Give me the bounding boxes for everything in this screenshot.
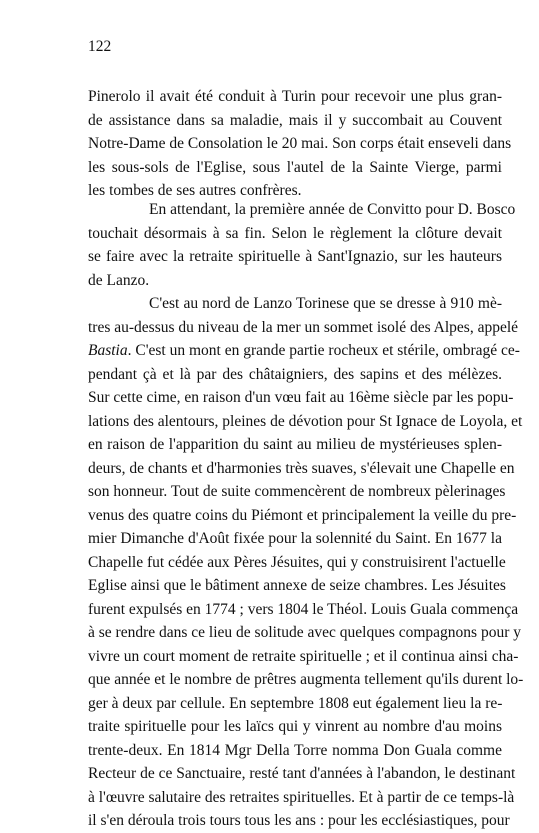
text-line: en raison de l'apparition du saint au milieu de mystérieuses splen- [88,436,502,453]
text-line: touchait désormais à sa fin. Selon le règlement la clôture devait [88,224,502,242]
text-line: trente-deux. En 1814 Mgr Della Torre nomma Don Guala comme [88,741,502,759]
text-line: se faire avec la retraite spirituelle à Sant'Ignazio, sur les hauteurs [88,248,502,265]
text-line: C'est au nord de Lanzo Torinese que se dresse à 910 mè- [149,295,502,312]
text-line: Notre-Dame de Consolation le 20 mai. Son corps était enseveli dans [88,135,512,152]
text-line: furent expulsés en 1774 ; vers 1804 le Théol. Louis Guala commença [88,600,519,618]
text-line: Sur cette cime, en raison d'un vœu fait au 16ème siècle par les popu- [88,389,514,406]
text-line: Chapelle fut cédée aux Pères Jésuites, qui y construisirent l'actuelle [88,553,506,571]
text-line: tres au-dessus du niveau de la mer un sommet isolé des Alpes, appelé [88,318,519,336]
text-line: lations des alentours, pleines de dévotion pour St Ignace de Loyola, et [88,412,523,430]
text-line: de assistance dans sa maladie, mais il y succombait au Couvent [88,111,502,129]
text-line: ger à deux par cellule. En septembre 1808 eut également lieu la re- [88,694,503,712]
text-line: à se rendre dans ce lieu de solitude avec quelques compagnons pour y [88,624,521,641]
text-line: deurs, de chants et d'harmonies très suaves, s'élevait une Chapelle en [88,459,515,477]
paragraph-1 [88,85,512,203]
text-line: de Lanzo. [88,271,150,289]
text-line: il s'en déroula trois tours tous les ans : pour les ecclésiastiques, pour [88,812,510,829]
text-line: venus des quatre coins du Piémont et principalement la veille du pre- [88,506,517,524]
text-line: Pinerolo il avait été conduit à Turin pour recevoir une plus gran- [88,88,502,105]
page-number: 122 [88,38,112,55]
text-line: Recteur de ce Sanctuaire, resté tant d'années à l'abandon, le destinant [88,765,516,782]
text-line: les sous-sols de l'Eglise, sous l'autel de la Sainte Vierge, parmi [88,158,502,176]
paragraph-3 [88,292,524,833]
text-line-with-italic [88,339,520,363]
text-line: son honneur. Tout de suite commencèrent de nombreux pèlerinages [88,483,506,500]
paragraph-2 [88,198,516,292]
text-line: que année et le nombre de prêtres augmenta tellement qu'ils durent lo- [88,671,524,688]
italic-place-name: Bastia [88,342,128,359]
text-line: vivre un court moment de retraite spirituelle ; et il continua ainsi cha- [88,647,519,665]
text-line: En attendant, la première année de Convitto pour D. Bosco [149,201,516,218]
text-line: les tombes de ses autres confrères. [88,182,302,199]
text-line: traite spirituelle pour les laïcs qui y vinrent au nombre d'au moins [88,718,502,735]
text-line: Eglise ainsi que le bâtiment annexe de seize chambres. Les Jésuites [88,577,506,594]
text-line-rest: . C'est un mont en grande partie rocheux et stérile, ombragé ce- [127,342,520,359]
text-line: pendant çà et là par des châtaigniers, des sapins et des mélèzes. [88,365,502,383]
text-line: à l'œuvre salutaire des retraites spirituelles. Et à partir de ce temps-là [88,788,515,806]
text-line: mier Dimanche d'Août fixée pour la solennité du Saint. En 1677 la [88,530,502,547]
